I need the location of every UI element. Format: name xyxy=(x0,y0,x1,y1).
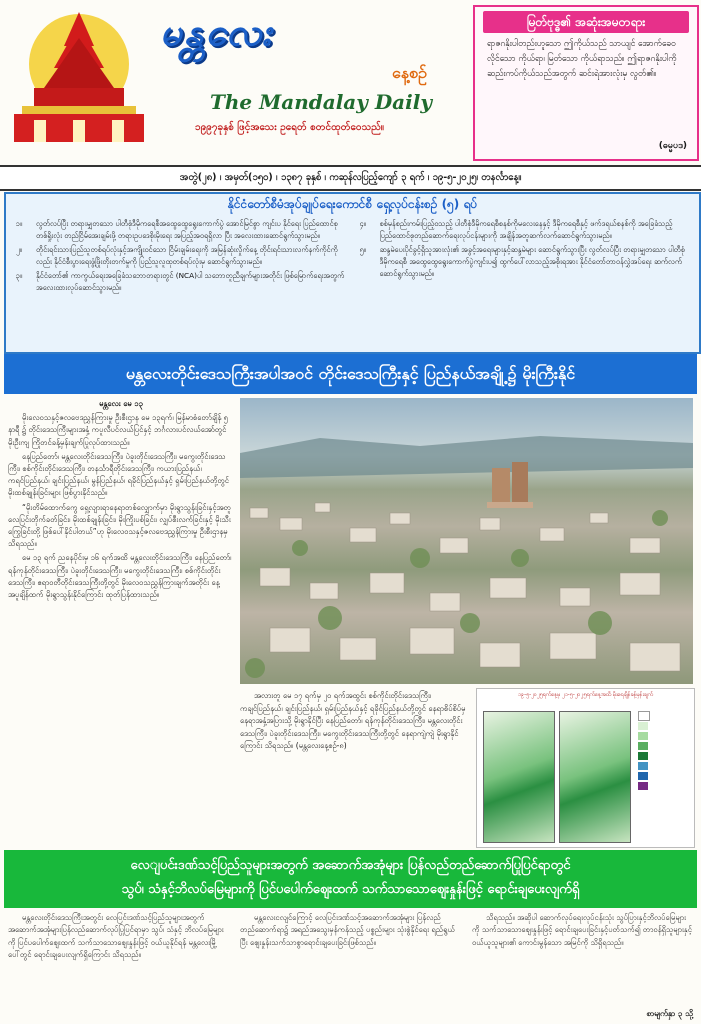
motto-title: မြတ်ဗုဒ္ဓ၏ အဆုံးအမတရား xyxy=(483,11,689,33)
policy-item: ၄။ စစ်မှန်စည်းကမ်းပြည့်ဝသည့် ပါတီစုံဒီမိုကရေစီစနစ်ကိုမလေးနေနှင့် ဒီမိုကရေစီနှင့် ဖက်ဒရယ်စနစ်ကို အခြေခံသည့် ပြည်ထောင်စုတည်ဆောက်ရေးလုပ်ငန်းများကို အချိန်အတူဆက်လက်ဆောင်ရွက်သွားမည်။ xyxy=(359,219,673,240)
policy-column-right xyxy=(360,218,690,296)
article-storm-col-1: မန္တလေးတိုင်းဒေသကြီးအတွင်း လေပြင်းဒဏ်သင့်ပြည်သူများအတွက် အဆောက်အအုံများပြန်လည်ဆောက်လုပ်ပြုပြင်ရာမှာ သွပ်၊ သံနှင့် ဘိလပ်မြေများကို ပြင်ပပေါက်ဈေးထက် သက်သာသောဈေးနှုန်းဖြင့် ဝယ်ယူနိုင်ရန် မန္တလေးမြို့ပေါ်တွင် ရောင်းချပေးလျက်ရှိကြောင်း သိရသည်။ xyxy=(8,913,224,960)
article-paragraph: နေပြည်တော်၊ မန္တလေးတိုင်းဒေသကြီး၊ ပဲခူးတိုင်းဒေသကြီး၊ မကွေးတိုင်းဒေသကြီး၊ စစ်ကိုင်းတိုင်းဒေသကြီး၊ တနင်္သာရီတိုင်းဒေသကြီး၊ ကယားပြည်နယ်၊ ကရင်ပြည်နယ်၊ ချင်းပြည်နယ်၊ မွန်ပြည်နယ်၊ ရခိုင်ပြည်နယ်နှင့် ရှမ်းပြည်နယ်တို့တွင် မိုးထစ်ချုန်းခြင်းများ ဖြစ်ပွားနိုင်သည်။ xyxy=(8,451,230,498)
masthead-title-suffix: နေ့စဉ် xyxy=(392,63,427,82)
legend-swatch xyxy=(638,761,690,771)
headline-weather: မန္တလေးတိုင်းဒေသကြီးအပါအဝင် တိုင်းဒေသကြီးနှင့် ပြည်နယ်အချို့၌ မိုးကြီးနိုင် xyxy=(4,354,697,394)
masthead-title-en: The Mandalay Daily xyxy=(210,90,432,114)
policy-item: ၃။ နိုင်ငံတော်၏ ကာကွယ်ရေးအခြေခံသဘောတရားတွင် (NCA)ပါ သဘောတူညီချက်များအတိုင်း ဖြစ်မြောက်ရေးအတွက် အလေးထားလုပ်ဆောင်သွားမည်။ xyxy=(16,271,345,292)
article-paragraph: မေ ၁၃ ရက် ညနေပိုင်းမှ ၁၆ ရက်အထိ မန္တလေးတိုင်းဒေသကြီး၊ နေပြည်တော်၊ ရန်ကုန်တိုင်းဒေသကြီး၊ ပဲခူးတိုင်းဒေသကြီး၊ မကွေးတိုင်းဒေသကြီး၊ စစ်ကိုင်းတိုင်းဒေသကြီး၊ ဧရာဝတီတိုင်းဒေသကြီးတို့တွင် မိုးလေဝသညွှန်ကြားချက်အတိုင်း နေ့အပူချိန်ထက် မိုးရွာသွန်းနိုင်ကြောင်း ထုတ်ပြန်ထားသည်။ xyxy=(8,553,232,600)
article-paragraph: “မိုးတိမ်ထောက်ကွေ ရှေ့လျားရာနေရာတစ်လျှောက်မှာ မိုးရွာသွန်းခြင်းနှင့်အတူ လေပြင်းတိုက်ခတ်ခြင်း၊ မိုးထစ်ချုန်းခြင်း၊ မိုးကြိုးပစ်ခြင်း၊ လျှပ်စီးလက်ခြင်းနှင့် မိုးသီးကြွေခြင်းတို့ ဖြစ်ပေါ်နိုင်ပါတယ်”ဟု မိုးလေဝသနှင့်ဇလဗေဒညွှန်ကြားမှု ဦးစီးဌာနမှ သိရသည်။ xyxy=(8,502,231,549)
headline-line: လေျပင်းဒဏ်သင့်ပြည်သူများအတွက် အဆောက်အအုံများ ပြန်လည်တည်ဆောက်ပြုပြင်ရာတွင် xyxy=(130,858,571,873)
city-aerial-photo xyxy=(240,398,693,684)
article-dateline: မန္တလေး မေ ၁၃ xyxy=(99,399,143,408)
legend-swatch xyxy=(638,721,690,731)
masthead-tagline: ၁၉၉၇ခုနှစ် ဖြင့်အသေး ဥရေတ် စတင်ထုတ်ဝေသည်။ xyxy=(195,122,384,133)
headline-line: သွပ်၊ သံနှင့်ဘိလပ်မြေများကို ပြင်ပပေါက်ဈေးထက် သက်သာသောဈေးနှုန်းဖြင့် ရောင်းချပေးလျက်ရှိ xyxy=(121,882,580,897)
article-paragraph: မိုးလေဝသနှင့်ဇလဗေဒညွှန်ကြားမှု ဦးစီးဌာန မေ ၁၃ရက်၊ မြန်မာစံတော်ချိန် ၅ နာရီ ၌ တိုင်းဒေသကြီးများအနှံ့ ကပူလီပင်လယ်ပြင်နှင့် ဘင်္ဂလားပင်လယ်အော်တွင် မိုးဦးကျ ကြိုတင်ခန့်မှန်းချက်ပြုလုပ်ထားသည်။ xyxy=(8,413,228,447)
legend-swatch xyxy=(638,751,690,761)
legend-swatch xyxy=(638,781,690,791)
masthead-title: မန္တလေး xyxy=(160,10,274,54)
issue-dateline: အတွဲ(၂၈) ၊ အမှတ်(၁၅၀) ၊ ၁၃၈၇ ခုနှစ် ၊ ကဆုန်လပြည့်ကျော် ၃ ရက် ၊ ၁၉-၅-၂၀၂၅၊ တနင်္လာနေ့။ xyxy=(0,165,701,191)
article-storm-col-3: သိရသည်။ အဆိုပါ ဆောက်လုပ်ရေးလုပ်ငန်းသုံး သွပ်ပြားနှင့်ဘိလပ်မြေများကို သက်သာသောဈေးနှုန်းဖြင့် ရောင်းချပေးခြင်းနှင့်ပတ်သက်၍ တာဝန်ရှိသူများနှင့် ဝယ်ယူသူများ၏ ကောင်းမွန်သော အမြင်ကို သိရှိရသည်။ xyxy=(472,913,692,947)
continue-page-link[interactable]: စာမျက်နှာ ၃ သို့ xyxy=(646,1009,693,1018)
rainfall-forecast-maps xyxy=(476,688,695,848)
article-storm-col-2: မန္တလေးငလျင်ကြောင့် လေပြင်းဒဏ်သင့်အဆောက်အအုံများ ပြန်လည်တည်ဆောက်ရာ၌ အရည်အသွေးမှန်ကန်သည့် ပစ္စည်းများ သုံးစွဲနိုင်ရေး ရည်ရွယ်ပြီး ဈေးနှုန်းသက်သာစွာရောင်းချပေးခြင်းဖြစ်သည်။ xyxy=(240,913,455,947)
motto-body: ရာဇဂနိုးပါတည်းဟူသော ဤကိုယ်သည် သာယျင် အောက်ခေဝလိုင်သော ကိုယ်ရာ၊ မြတ်သော ကိုယ်ရာသည်။ ဤရာဇဂနိုးပါကို ဆည်းကပ်ကိုယ်သည်အတွက် ဆင်းရဲအားလုံးမှ လွတ်၏။ xyxy=(487,39,677,79)
policy-item: ၅။ ဆန္ဒမဲပေးပိုင်ခွင့်ရှိသူအားလုံး၏ အခွင့်အရေးများနှင့်ဆန္ဒမဲများ ဆောင်ရွက်သွားပြီး လွတ်လပ်ပြီး တရားမျှတသော ပါတီစုံ ဒီမိုကရေစီ အထွေထွေရွေးကောက်ပွဲကျင်းပ၍ ထွက်ပေါ်လာသည့်အစိုးရအား နိုင်ငံတော်တာဝန်လွှဲအပ်ရေး ဆက်လက်ဆောင်ရွက်သွားမည်။ xyxy=(359,245,685,278)
maps-title: ၁၉-၅-၂၀၂၅ရက်နေ့မှ ၂၁-၅-၂၀၂၅ရက်နေ့အထိ မိုးရေချိန်ခန့်မှန်းချက် xyxy=(517,692,654,698)
legend-swatch xyxy=(638,731,690,741)
legend-swatch xyxy=(638,741,690,751)
policy-heading: နိုင်ငံတော်စီမံအုပ်ချုပ်ရေးကောင်စီ ရှေ့လုပ်ငန်းစဉ် (၅) ရပ် xyxy=(227,197,478,211)
forecast-map-2 xyxy=(559,711,631,843)
policy-item: ၁။ လွတ်လပ်ပြီး တရားမျှတသော ပါတီစုံဒီမိုကရေစီအထွေထွေရွေးကောက်ပွဲ အောင်မြင်စွာ ကျင်းပ နိုင်ရေး ပြည်ထောင်စုတစ်ရှိုးလုံး တည်ငြိမ်အေးချမ်းဖို့ တရားဥပဒေစိုးမိုးရေး အပြည့်အဝရရှိလာ ပြီး အလေးထားဆောင်ရွက်သွားမည်။ xyxy=(16,219,338,240)
motto-source: (ဓမ္မပဒ) xyxy=(658,141,687,151)
newspaper-logo xyxy=(4,6,154,156)
forecast-map-1 xyxy=(483,711,555,843)
policy-box xyxy=(4,192,701,354)
motto-box xyxy=(473,5,699,161)
policy-column-left xyxy=(16,218,346,296)
headline-storm-relief xyxy=(4,850,697,908)
photo-caption: အလားတူ မေ ၁၇ ရက်မှ ၂၀ ရက်အထွင်း စစ်ကိုင်းတိုင်းဒေသကြီး၊ ကချင်ပြည်နယ်၊ ချင်းပြည်နယ်၊ ရှမ်းပြည်နယ်နှင့် ရခိုင်ပြည်နယ်တို့တွင် နေရာစိပ်စိပ်မှ နေရာအနှံ့အပြားသို့ မိုးရွာနိုင်ပြီး နေပြည်တော်၊ ရန်ကုန်တိုင်းဒေသကြီး၊ မန္တလေးတိုင်းဒေသကြီး၊ ပဲခူးတိုင်းဒေသကြီး၊ မကွေးတိုင်းဒေသကြီးတို့တွင် နေရာကျဲကျဲ မိုးရွာနိုင်ကြောင်း သိရသည်။ (မန္တလေးနေ့စဉ်-၈) xyxy=(240,691,466,750)
article-weather-body xyxy=(8,398,234,844)
policy-item: ၂။ တိုင်းရင်းသားပြည်သူတစ်ရပ်လုံးနှင့်အကျိုးဝင်သော ငြိမ်းချမ်းရေးကို အမြန်ဆုံးလှိုက်နေ့ တိုင်းရင်းသားလက်နက်ကိုင်ကိုလည်း နိုင်ငံစီးပွားရေးဖွံ့ဖြိုးတိုးတက်မှုကို ပြည်သူလူထုတစ်ရပ်လုံးမှ ဆောင်ရွက်သွားမည်။ xyxy=(16,245,338,266)
map-legend xyxy=(638,711,690,791)
legend-swatch xyxy=(638,771,690,781)
legend-swatch xyxy=(638,711,690,721)
